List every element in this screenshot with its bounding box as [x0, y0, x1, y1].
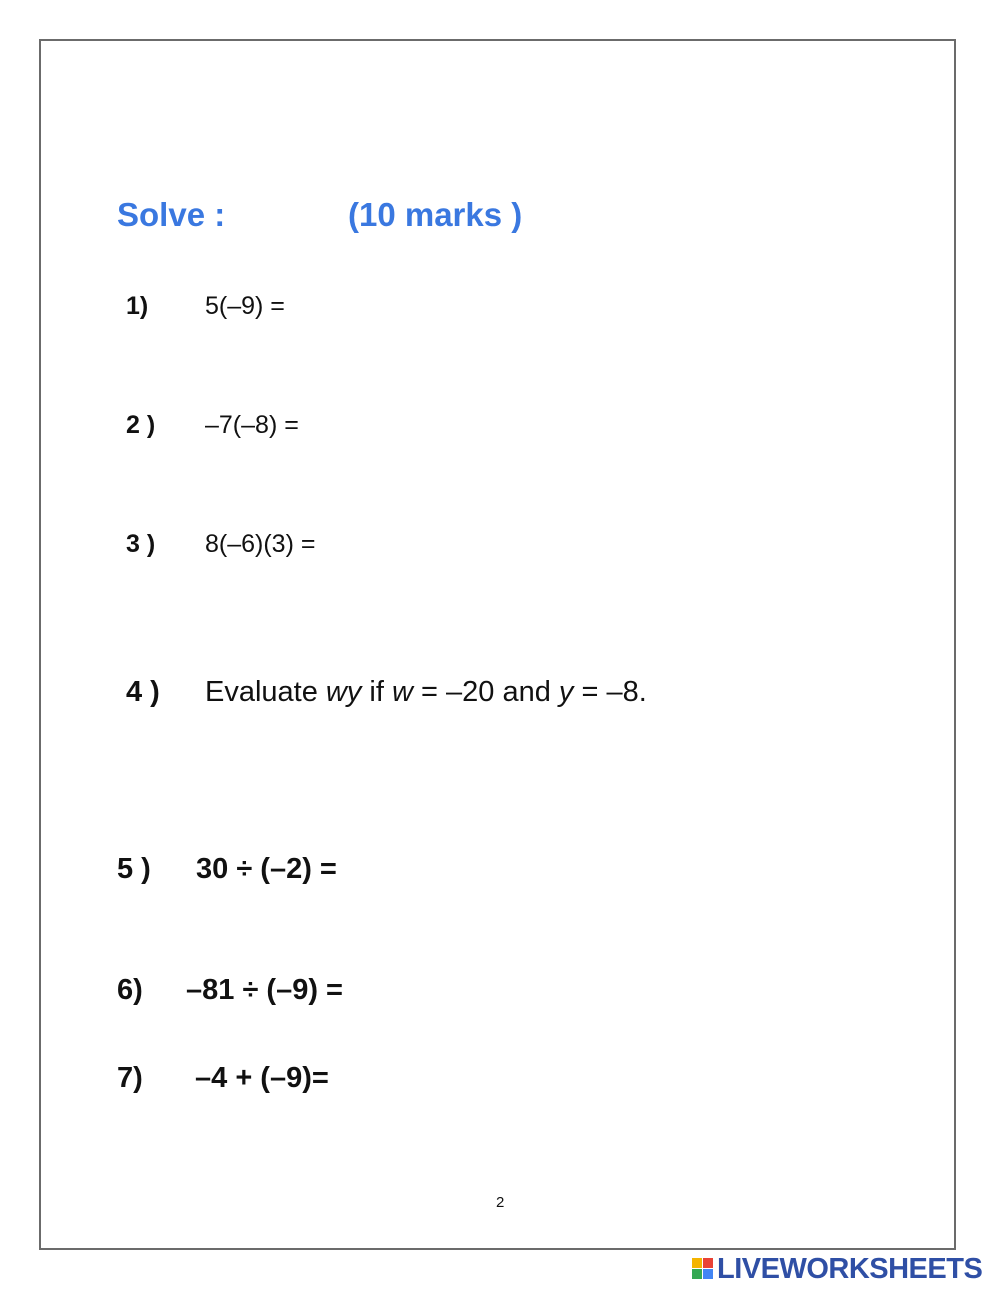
heading-solve: Solve : — [117, 196, 226, 233]
question-expression: –4 + (–9)= — [195, 1062, 329, 1094]
question-number: 1) — [126, 292, 149, 320]
question-number: 7) — [117, 1062, 143, 1094]
question-number: 2 ) — [126, 411, 156, 439]
logo-text: LIVEWORKSHEETS — [717, 1252, 983, 1285]
liveworksheets-logo-icon — [692, 1258, 714, 1280]
question-expression: Evaluate wy if w = –20 and y = –8. — [205, 676, 647, 708]
question-number: 3 ) — [126, 530, 156, 558]
liveworksheets-logo[interactable] — [692, 1254, 982, 1284]
question-number: 4 ) — [126, 676, 160, 708]
question-expression: –7(–8) = — [205, 411, 299, 439]
question-expression: 8(–6)(3) = — [205, 530, 316, 558]
question-expression: 30 ÷ (–2) = — [196, 853, 337, 885]
question-number: 5 ) — [117, 853, 151, 885]
page-number: 2 — [496, 1194, 505, 1211]
question-expression: –81 ÷ (–9) = — [186, 974, 343, 1006]
heading-marks: (10 marks ) — [348, 196, 523, 233]
question-expression: 5(–9) = — [205, 292, 285, 320]
question-number: 6) — [117, 974, 143, 1006]
